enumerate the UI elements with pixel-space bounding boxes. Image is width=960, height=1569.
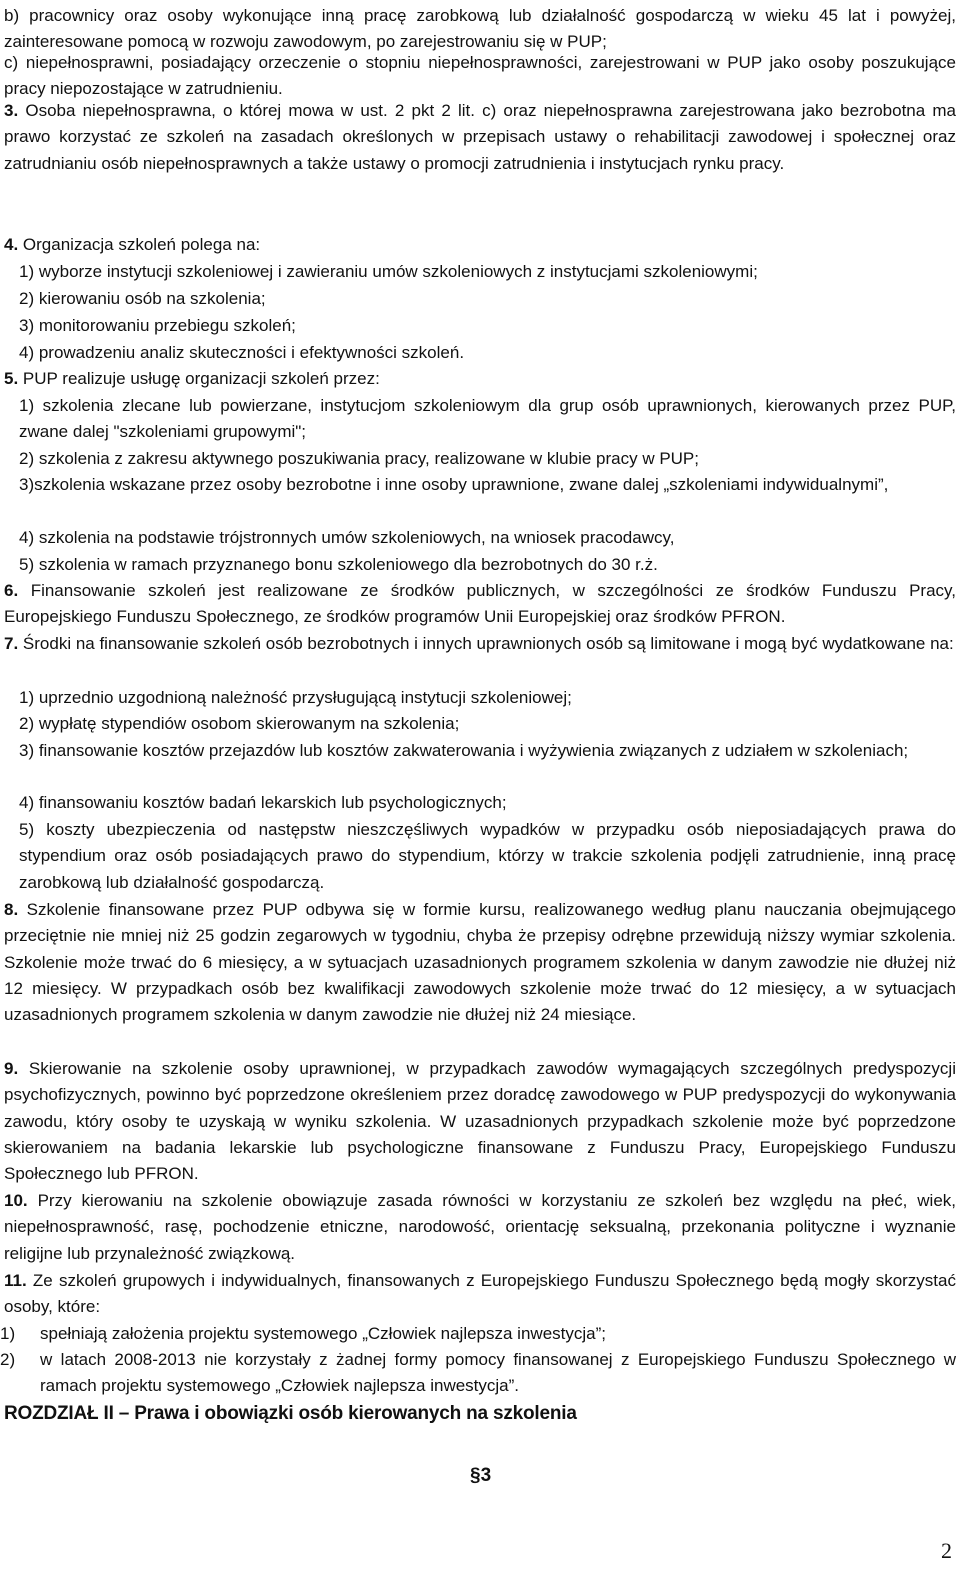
paragraph-6: [4, 578, 956, 631]
chapter-heading: ROZDZIAŁ II – Prawa i obowiązki osób kierowanych na szkolenia: [4, 1403, 577, 1424]
list-item: [0, 1347, 956, 1400]
paragraph-7-intro: [4, 631, 956, 657]
paragraph-number: 11.: [4, 1271, 27, 1290]
paragraph-text: Organizacja szkoleń polega na:: [22, 235, 261, 254]
list-item-text: w latach 2008-2013 nie korzystały z żadnej formy pomocy finansowanej z Europejskiego Funduszu Społecznego w ramach projektu systemowego „Człowiek najlepsza inwestycja”.: [40, 1350, 956, 1396]
paragraph-9: [4, 1056, 956, 1187]
list-item: 5) koszty ubezpieczenia od następstw nieszczęśliwych wypadków w przypadku osób nieposiadających prawa do stypendium oraz osób posiadających prawo do stypendium, którzy w trakcie szkolenia podjęli zatrudnienie, inną pracę zarobkową lub działalność gospodarczą.: [19, 820, 956, 892]
paragraph-number: 5.: [4, 369, 19, 388]
paragraph-number: 8.: [4, 900, 19, 919]
list-item: 4) finansowaniu kosztów badań lekarskich lub psychologicznych;: [19, 793, 507, 812]
list-item: 3)szkolenia wskazane przez osoby bezrobotne i inne osoby uprawnione, zwane dalej „szkoleniami indywidualnymi”,: [19, 475, 889, 494]
section-mark: §3: [470, 1465, 492, 1486]
list-item: 2) szkolenia z zakresu aktywnego poszukiwania pracy, realizowane w klubie pracy w PUP;: [19, 449, 699, 468]
paragraph-number: 3.: [4, 101, 19, 120]
paragraph-text: Środki na finansowanie szkoleń osób bezrobotnych i innych uprawnionych osób są limitowane i mogą być wydatkowane na:: [22, 634, 954, 653]
paragraph-8: [4, 897, 956, 1028]
page-number: 2: [941, 1538, 952, 1563]
list-item: 1) uprzednio uzgodnioną należność przysługującą instytucji szkoleniowej;: [19, 688, 572, 707]
paragraph-number: 10.: [4, 1191, 28, 1210]
list-item: 4) szkolenia na podstawie trójstronnych umów szkoleniowych, na wniosek pracodawcy,: [19, 528, 675, 547]
paragraph-text: Skierowanie na szkolenie osoby uprawnionej, w przypadkach zawodów wymagających szczególnych predyspozycji psychofizycznych, powinno być poprzedzone określeniem przez doradcę zawodowego w PUP predyspozycji do wykonywania zawodu, który osoby te uzyskają w wyniku szkolenia. W uzasadnionych przypadkach szkolenie może być poprzedzone skierowaniem na badania lekarskie lub psychologiczne finansowane z Funduszu Pracy, Europejskiego Funduszu Społecznego lub PFRON.: [4, 1059, 956, 1184]
paragraph-text: Ze szkoleń grupowych i indywidualnych, finansowanych z Europejskiego Funduszu Społecznego będą mogły skorzystać osoby, które:: [4, 1271, 956, 1317]
list-item: 1) szkolenia zlecane lub powierzane, instytucjom szkoleniowym dla grup osób uprawnionych, kierowanych przez PUP, zwane dalej "szkoleniami grupowymi";: [19, 396, 956, 442]
list-item: 2) wypłatę stypendiów osobom skierowanym na szkolenia;: [19, 714, 460, 733]
paragraph-number: 6.: [4, 581, 19, 600]
paragraph-text: PUP realizuje usługę organizacji szkoleń przez:: [22, 369, 380, 388]
paragraph-3: [4, 98, 956, 177]
paragraph-text: Finansowanie szkoleń jest realizowane ze środków publicznych, w szczególności ze środków Funduszu Pracy, Europejskiego Funduszu Społecznego, ze środków programów Unii Europejskiej oraz środków PFRON.: [4, 581, 956, 627]
list-item: 5) szkolenia w ramach przyznanego bonu szkoleniowego dla bezrobotnych do 30 r.ż.: [19, 555, 658, 574]
list-item: 2) kierowaniu osób na szkolenia;: [19, 289, 266, 308]
list-item-number: 1): [0, 1324, 16, 1343]
paragraph-4-intro: [4, 232, 956, 258]
list-item: 1) wyborze instytucji szkoleniowej i zawieraniu umów szkoleniowych z instytucjami szkoleniowymi;: [19, 262, 758, 281]
paragraph-number: 9.: [4, 1059, 19, 1078]
list-item: 3) finansowanie kosztów przejazdów lub kosztów zakwaterowania i wyżywienia związanych z udziałem w szkoleniach;: [19, 741, 909, 760]
list-item-c: c) niepełnosprawni, posiadający orzeczenie o stopniu niepełnosprawności, zarejestrowani w PUP jako osoby poszukujące pracy niepozostające w zatrudnieniu.: [4, 53, 956, 99]
paragraph-11-intro: [4, 1268, 956, 1321]
paragraph-5-intro: [4, 366, 956, 392]
paragraph-text: Osoba niepełnosprawna, o której mowa w ust. 2 pkt 2 lit. c) oraz niepełnosprawna zarejestrowana jako bezrobotna ma prawo korzystać ze szkoleń na zasadach określonych w przepisach ustawy o rehabilitacji zawodowej i społecznej oraz zatrudnianiu osób niepełnosprawnych a także ustawy o promocji zatrudnienia i instytucjach rynku pracy.: [4, 101, 956, 173]
list-item-b: b) pracownicy oraz osoby wykonujące inną pracę zarobkową lub działalność gospodarczą w wieku 45 lat i powyżej, zainteresowane pomocą w rozwoju zawodowym, po zarejestrowaniu się w PUP;: [4, 6, 956, 52]
list-item: 4) prowadzeniu analiz skuteczności i efektywności szkoleń.: [19, 343, 465, 362]
paragraph-number: 7.: [4, 634, 19, 653]
list-item-number: 2): [0, 1350, 16, 1369]
paragraph-text: Przy kierowaniu na szkolenie obowiązuje zasada równości w korzystaniu ze szkoleń bez względu na płeć, wiek, niepełnosprawność, rasę, pochodzenie etniczne, narodowość, orientację seksualną, przekonania polityczne i wyznanie religijne lub przynależność związkową.: [4, 1191, 956, 1263]
paragraph-number: 4.: [4, 235, 19, 254]
list-item-text: spełniają założenia projektu systemowego „Człowiek najlepsza inwestycja”;: [40, 1324, 606, 1343]
list-item: 3) monitorowaniu przebiegu szkoleń;: [19, 316, 296, 335]
paragraph-text: Szkolenie finansowane przez PUP odbywa się w formie kursu, realizowanego według planu nauczania obejmującego przeciętnie nie mniej niż 25 godzin zegarowych w tygodniu, chyba że przepisy odrębne przewidują niższy wymiar szkolenia. Szkolenie może trwać do 6 miesięcy, a w sytuacjach uzasadnionych programem szkolenia w danym zawodzie nie dłużej niż 12 miesięcy. W przypadkach osób bez kwalifikacji zawodowych szkolenie może trwać do 12 miesięcy, a w sytuacjach uzasadnionych programem szkolenia w danym zawodzie nie dłużej niż 24 miesiące.: [4, 900, 956, 1025]
paragraph-10: [4, 1188, 956, 1267]
list-item: [0, 1321, 956, 1347]
